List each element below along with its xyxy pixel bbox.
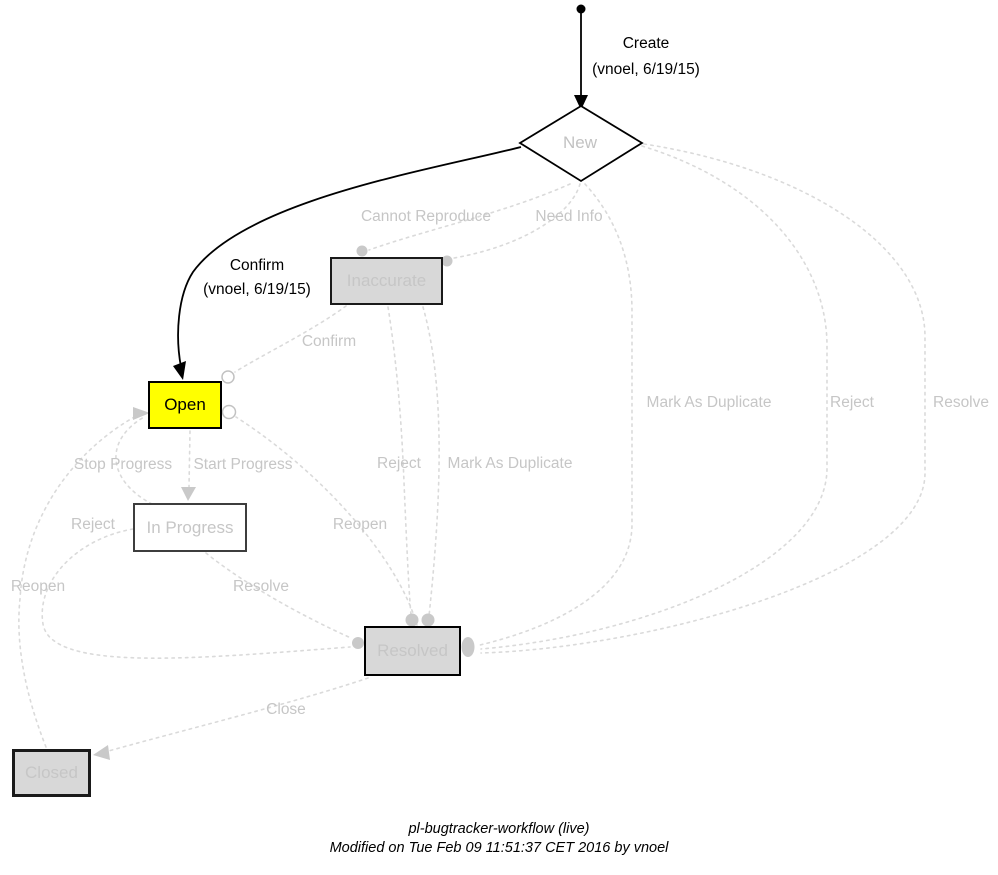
edge-label-reject-from-inaccurate: Reject [377, 455, 421, 472]
edge-start-progress [189, 431, 190, 487]
edge-mark-as-duplicate-from-inaccurate [423, 307, 439, 616]
annotation-confirm-byline: (vnoel, 6/19/15) [203, 281, 311, 298]
edge-label-resolve-from-new: Resolve [933, 394, 989, 411]
arrowhead-open-top [173, 361, 186, 380]
port-inaccurate-top-left [357, 246, 368, 257]
annotation-create-byline: (vnoel, 6/19/15) [592, 61, 700, 78]
edge-label-mark-as-duplicate-from-new: Mark As Duplicate [646, 394, 772, 411]
node-resolved [364, 626, 461, 676]
edge-label-reject-from-in-progress: Reject [71, 516, 115, 533]
annotation-confirm-action: Confirm [229, 257, 285, 274]
initial-state-dot [577, 5, 586, 14]
node-in-progress-label: In Progress [146, 517, 234, 537]
annotation-create-action: Create [622, 35, 670, 52]
node-closed [12, 749, 91, 797]
edge-close [105, 678, 368, 752]
edge-label-close: Close [266, 701, 306, 718]
node-resolved-label: Resolved [377, 641, 448, 660]
edge-label-reopen-from-resolved: Reopen [332, 516, 388, 533]
node-closed-label: Closed [25, 763, 78, 782]
edge-label-start-progress: Start Progress [193, 456, 293, 473]
node-open-label: Open [164, 395, 206, 414]
node-inaccurate-label: Inaccurate [346, 271, 427, 290]
port-resolved-left [352, 637, 364, 649]
port-open-top-right [222, 371, 234, 383]
arrowhead-closed-right [93, 745, 110, 760]
diagram-caption [0, 820, 998, 858]
arrowhead-in-progress-top [181, 487, 196, 501]
edge-label-cannot-reproduce: Cannot Reproduce [360, 208, 492, 225]
edge-label-reject-from-new: Reject [830, 394, 874, 411]
edge-label-stop-progress: Stop Progress [73, 456, 173, 473]
node-inaccurate [330, 257, 443, 305]
edge-label-resolve-from-in-progress: Resolve [233, 578, 289, 595]
edge-mark-as-duplicate-from-new [480, 184, 632, 645]
edge-label-need-info: Need Info [535, 208, 603, 225]
port-resolved-top-2 [422, 614, 435, 627]
edge-label-mark-as-duplicate-from-inaccurate: Mark As Duplicate [447, 455, 573, 472]
port-open-right [223, 406, 236, 419]
caption-title: pl-bugtracker-workflow (live) [408, 821, 590, 837]
port-resolved-right [462, 637, 475, 657]
edge-label-confirm: Confirm [301, 333, 357, 350]
port-inaccurate-top-right [442, 256, 453, 267]
node-in-progress [133, 503, 247, 552]
edge-label-reopen-from-closed: Reopen [10, 578, 66, 595]
annotation-confirm [203, 254, 311, 302]
caption-modified: Modified on Tue Feb 09 11:51:37 CET 2016 by vnoel [329, 840, 669, 856]
node-new-label: New [562, 133, 597, 152]
node-open [148, 381, 222, 429]
annotation-create [592, 31, 700, 83]
port-resolved-top-1 [406, 614, 419, 627]
